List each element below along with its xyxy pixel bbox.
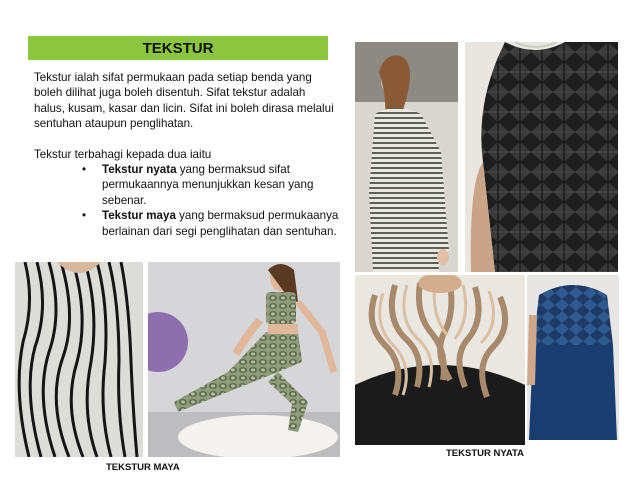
- photo-blue-smocked-dress: [527, 275, 619, 440]
- caption-tekstur-maya: TEKSTUR MAYA: [106, 462, 180, 473]
- caption-tekstur-nyata: TEKSTUR NYATA: [446, 448, 524, 459]
- paragraph-types: Tekstur terbahagi kepada dua iaitu: [34, 147, 212, 161]
- bullet-desc: yang bermaksud sifat permukaannya menunjukkan kesan yang sebenar.: [102, 163, 314, 207]
- photo-snake-print-model: [148, 262, 340, 457]
- body-text: [34, 70, 339, 239]
- bullet-glyph: •: [82, 163, 87, 177]
- photo-ruffle-collar: [355, 275, 525, 445]
- bullet-item-nyata: [34, 162, 339, 208]
- bullet-list: [34, 162, 339, 239]
- bullet-term: Tekstur maya: [102, 209, 176, 223]
- bullet-desc: yang bermaksud permukaanya berlainan dari segi penglihatan dan sentuhan.: [102, 209, 339, 238]
- bullet-glyph: •: [82, 209, 87, 223]
- photo-striped-coat-model: [355, 42, 458, 272]
- slide-title: TEKSTUR: [142, 39, 214, 57]
- title-bar: [28, 36, 328, 60]
- bullet-term: Tekstur nyata: [102, 163, 177, 177]
- photo-wavy-stripe-dress: [15, 262, 143, 457]
- paragraph-definition: Tekstur ialah sifat permukaan pada setiap benda yang boleh dilihat juga boleh disentuh. Sifat tekstur adalah halus, kusam, kasar dan licin. Sifat ini boleh dirasa melalui sentuhan ataupun penglihatan.: [34, 71, 334, 131]
- bullet-item-maya: [34, 208, 339, 239]
- photo-black-pleated-top: [465, 42, 618, 272]
